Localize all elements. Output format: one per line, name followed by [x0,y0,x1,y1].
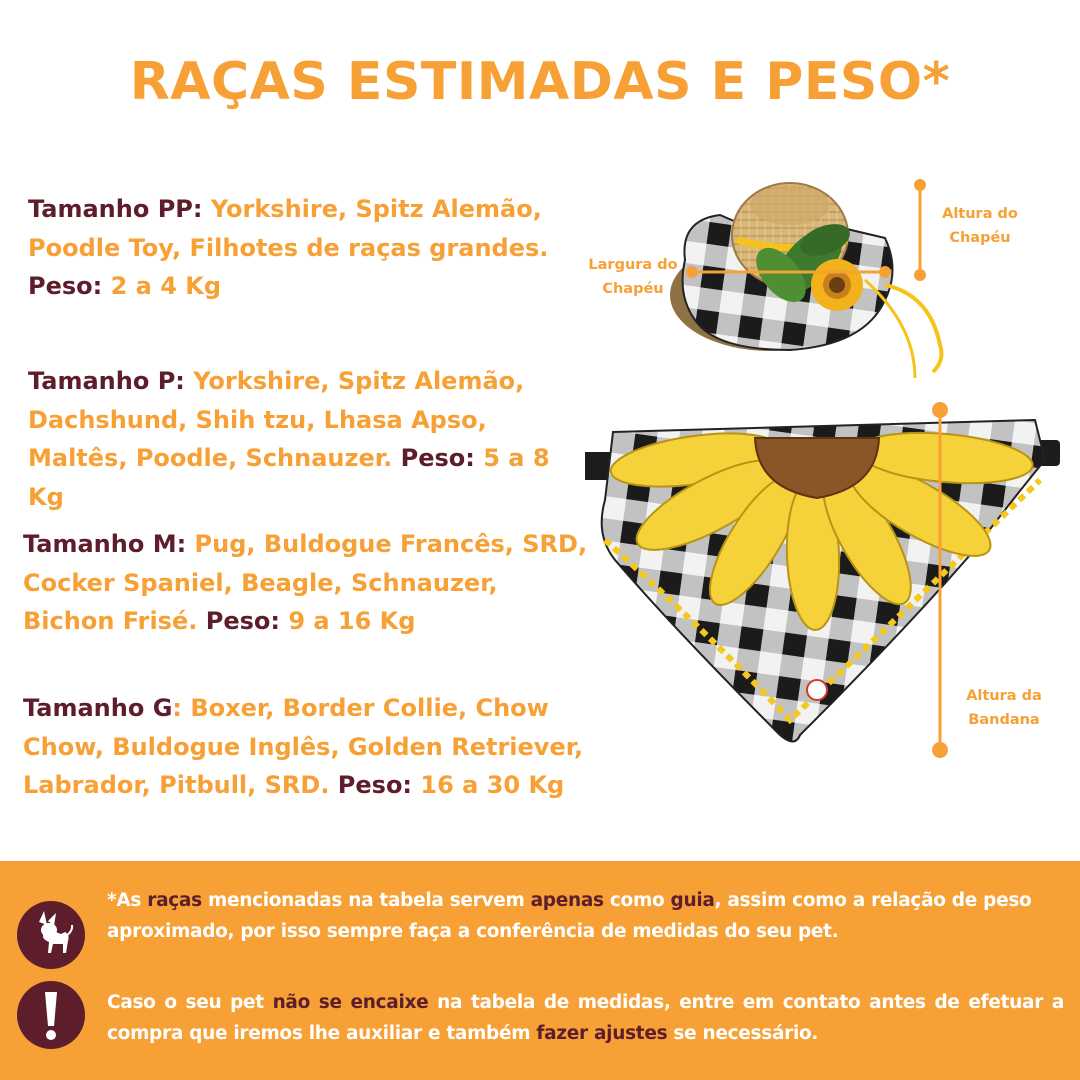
hat-width-label: Largura do Chapéu [588,257,678,297]
size-pp [28,190,593,306]
dog-icon [17,901,85,969]
size-list [0,0,590,820]
page-title: RAÇAS ESTIMADAS E PESO* [129,52,951,112]
hat-height-label: Altura do Chapéu [942,206,1018,246]
size-label: Tamanho M: [23,530,187,558]
weight-value: 5 a 8 Kg [28,444,550,511]
size-breeds: Yorkshire, Spitz Alemão, Poodle Toy, Filhotes de raças grandes. [28,195,549,262]
weight-value: 9 a 16 Kg [279,607,416,635]
size-breeds: : Boxer, Border Collie, Chow Chow, Buldogue Inglês, Golden Retriever, Labrador, Pitbull, SRD. [23,694,584,799]
weight-value: 2 a 4 Kg [102,272,222,300]
hat [670,183,941,378]
weight-label: Peso: [329,771,413,799]
note-contact: Caso o seu pet não se encaixe na tabela de medidas, entre em contato antes de efetuar a compra que iremos lhe auxiliar e também fazer ajustes se necessário. [107,992,1064,1044]
size-breeds: Pug, Buldogue Francês, SRD, Cocker Spaniel, Beagle, Schnauzer, Bichon Frisé. [23,530,588,635]
note-breeds-guide: *As raças mencionadas na tabela servem apenas como guia, assim como a relação de peso aproximado, por isso sempre faça a conferência de medidas do seu pet. [107,890,1032,942]
size-p [28,362,593,516]
exclamation-icon [17,981,85,1049]
size-m [23,525,588,641]
weight-label: Peso: [392,444,475,472]
notes-footer [0,861,1080,1080]
weight-label: Peso: [197,607,280,635]
size-label: Tamanho G [23,694,173,722]
weight-value: 16 a 30 Kg [412,771,565,799]
size-label: Tamanho PP: [28,195,203,223]
weight-label: Peso: [28,272,103,300]
size-breeds: Yorkshire, Spitz Alemão, Dachshund, Shih tzu, Lhasa Apso, Maltês, Poodle, Schnauzer. [28,367,525,472]
size-g [23,689,588,805]
bandana-height-label: Altura da Bandana [966,688,1042,728]
product-images [585,160,1080,800]
size-label: Tamanho P: [28,367,185,395]
